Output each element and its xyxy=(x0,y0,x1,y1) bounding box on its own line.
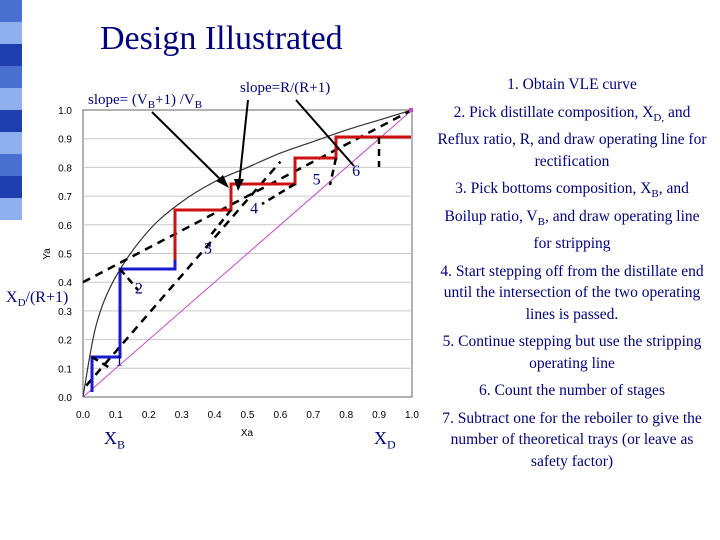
x-tick-3: 0.3 xyxy=(174,410,189,421)
arrow-stripping-slope xyxy=(152,112,225,184)
step-3-subscript-2: B xyxy=(537,215,545,228)
y-tick-7: 0.7 xyxy=(58,192,72,204)
x-tick-2: 0.2 xyxy=(141,410,156,421)
pointer-arrows xyxy=(152,100,354,191)
x-tick-7: 0.7 xyxy=(306,410,321,421)
arrow-rectifying-slope xyxy=(239,100,248,185)
y-tick-6: 0.6 xyxy=(58,220,72,232)
xd-marker xyxy=(409,108,413,112)
stage-label-1: 1 xyxy=(115,352,124,370)
stage-label-5: 5 xyxy=(312,171,321,189)
x-tick-5: 0.5 xyxy=(240,410,255,421)
rectifying-slope-label: slope=R/(R+1) xyxy=(240,80,331,96)
stage-label-4: 4 xyxy=(250,200,259,218)
x-tick-10: 1.0 xyxy=(405,410,419,421)
y-tick-3: 0.3 xyxy=(58,306,72,318)
xd-subscript: D xyxy=(17,297,26,310)
stage-labels xyxy=(115,163,360,369)
xd-subscript-2: D xyxy=(387,437,396,452)
stage-tick-4 xyxy=(262,184,295,204)
xb-subscript: B xyxy=(117,437,126,452)
stage-ticks xyxy=(92,137,379,368)
x-tick-1: 0.1 xyxy=(108,410,123,421)
x-axis-label: Xa xyxy=(240,428,254,439)
y-tick-2: 0.2 xyxy=(58,335,72,347)
stage-label-6: 6 xyxy=(352,163,361,181)
slide-title: Design Illustrated xyxy=(100,20,343,57)
step-2-subscript: D, xyxy=(653,111,665,124)
stage-label-3: 3 xyxy=(204,240,213,258)
step-7: 7. Subtract one for the reboiler to give the number of theoretical trays (or leave as safety factor) xyxy=(442,409,702,470)
stripping-slope-label: slope= $(V_B+1)$ $/V_B$ xyxy=(88,92,203,111)
y-tick-5: 0.5 xyxy=(58,249,72,261)
y-tick-4: 0.4 xyxy=(58,278,72,290)
stage-label-2: 2 xyxy=(134,280,143,298)
xd-label: $X_D$ xyxy=(374,428,396,452)
tick-labels xyxy=(58,106,419,421)
y-axis-label: Ya xyxy=(42,248,53,260)
vb-subscript-2: B xyxy=(194,99,203,111)
x-tick-9: 0.9 xyxy=(372,410,387,421)
y-tick-10: 1.0 xyxy=(58,106,72,117)
step-4: 4. Start stepping off from the distillate end until the intersection of the two operating lines is passed. xyxy=(440,262,704,323)
step-5: 5. Continue stepping but use the stripping operating line xyxy=(442,333,702,372)
y-tick-9: 0.9 xyxy=(58,134,72,146)
x-tick-0: 0.0 xyxy=(76,410,90,421)
x-tick-4: 0.4 xyxy=(207,410,222,421)
y-tick-1: 0.1 xyxy=(58,364,72,376)
x-tick-8: 0.8 xyxy=(339,410,354,421)
step-3: 3. Pick bottoms composition, $X_B$, and Boilup ratio, $V_B$, and draw operating line for stripping xyxy=(444,180,700,253)
xd-intercept-label: $X_D/(R+1)$ xyxy=(6,289,69,310)
step-6: 6. Count the number of stages xyxy=(479,382,665,400)
procedure-list xyxy=(436,74,708,472)
y-tick-8: 0.8 xyxy=(58,163,72,175)
y-tick-0: 0.0 xyxy=(58,393,72,404)
stripping-steps xyxy=(92,260,175,392)
vb-subscript: B xyxy=(147,99,156,111)
step-2: 2. Pick distillate composition, $X_{D,}$ and Reflux ratio, R, and draw operating line for rectification xyxy=(437,103,707,170)
xb-label: $X_B$ xyxy=(104,428,126,452)
stage-steps xyxy=(92,137,411,392)
step-1: 1. Obtain VLE curve xyxy=(507,76,637,93)
x-tick-6: 0.6 xyxy=(273,410,288,421)
step-3-subscript: B xyxy=(651,188,659,201)
